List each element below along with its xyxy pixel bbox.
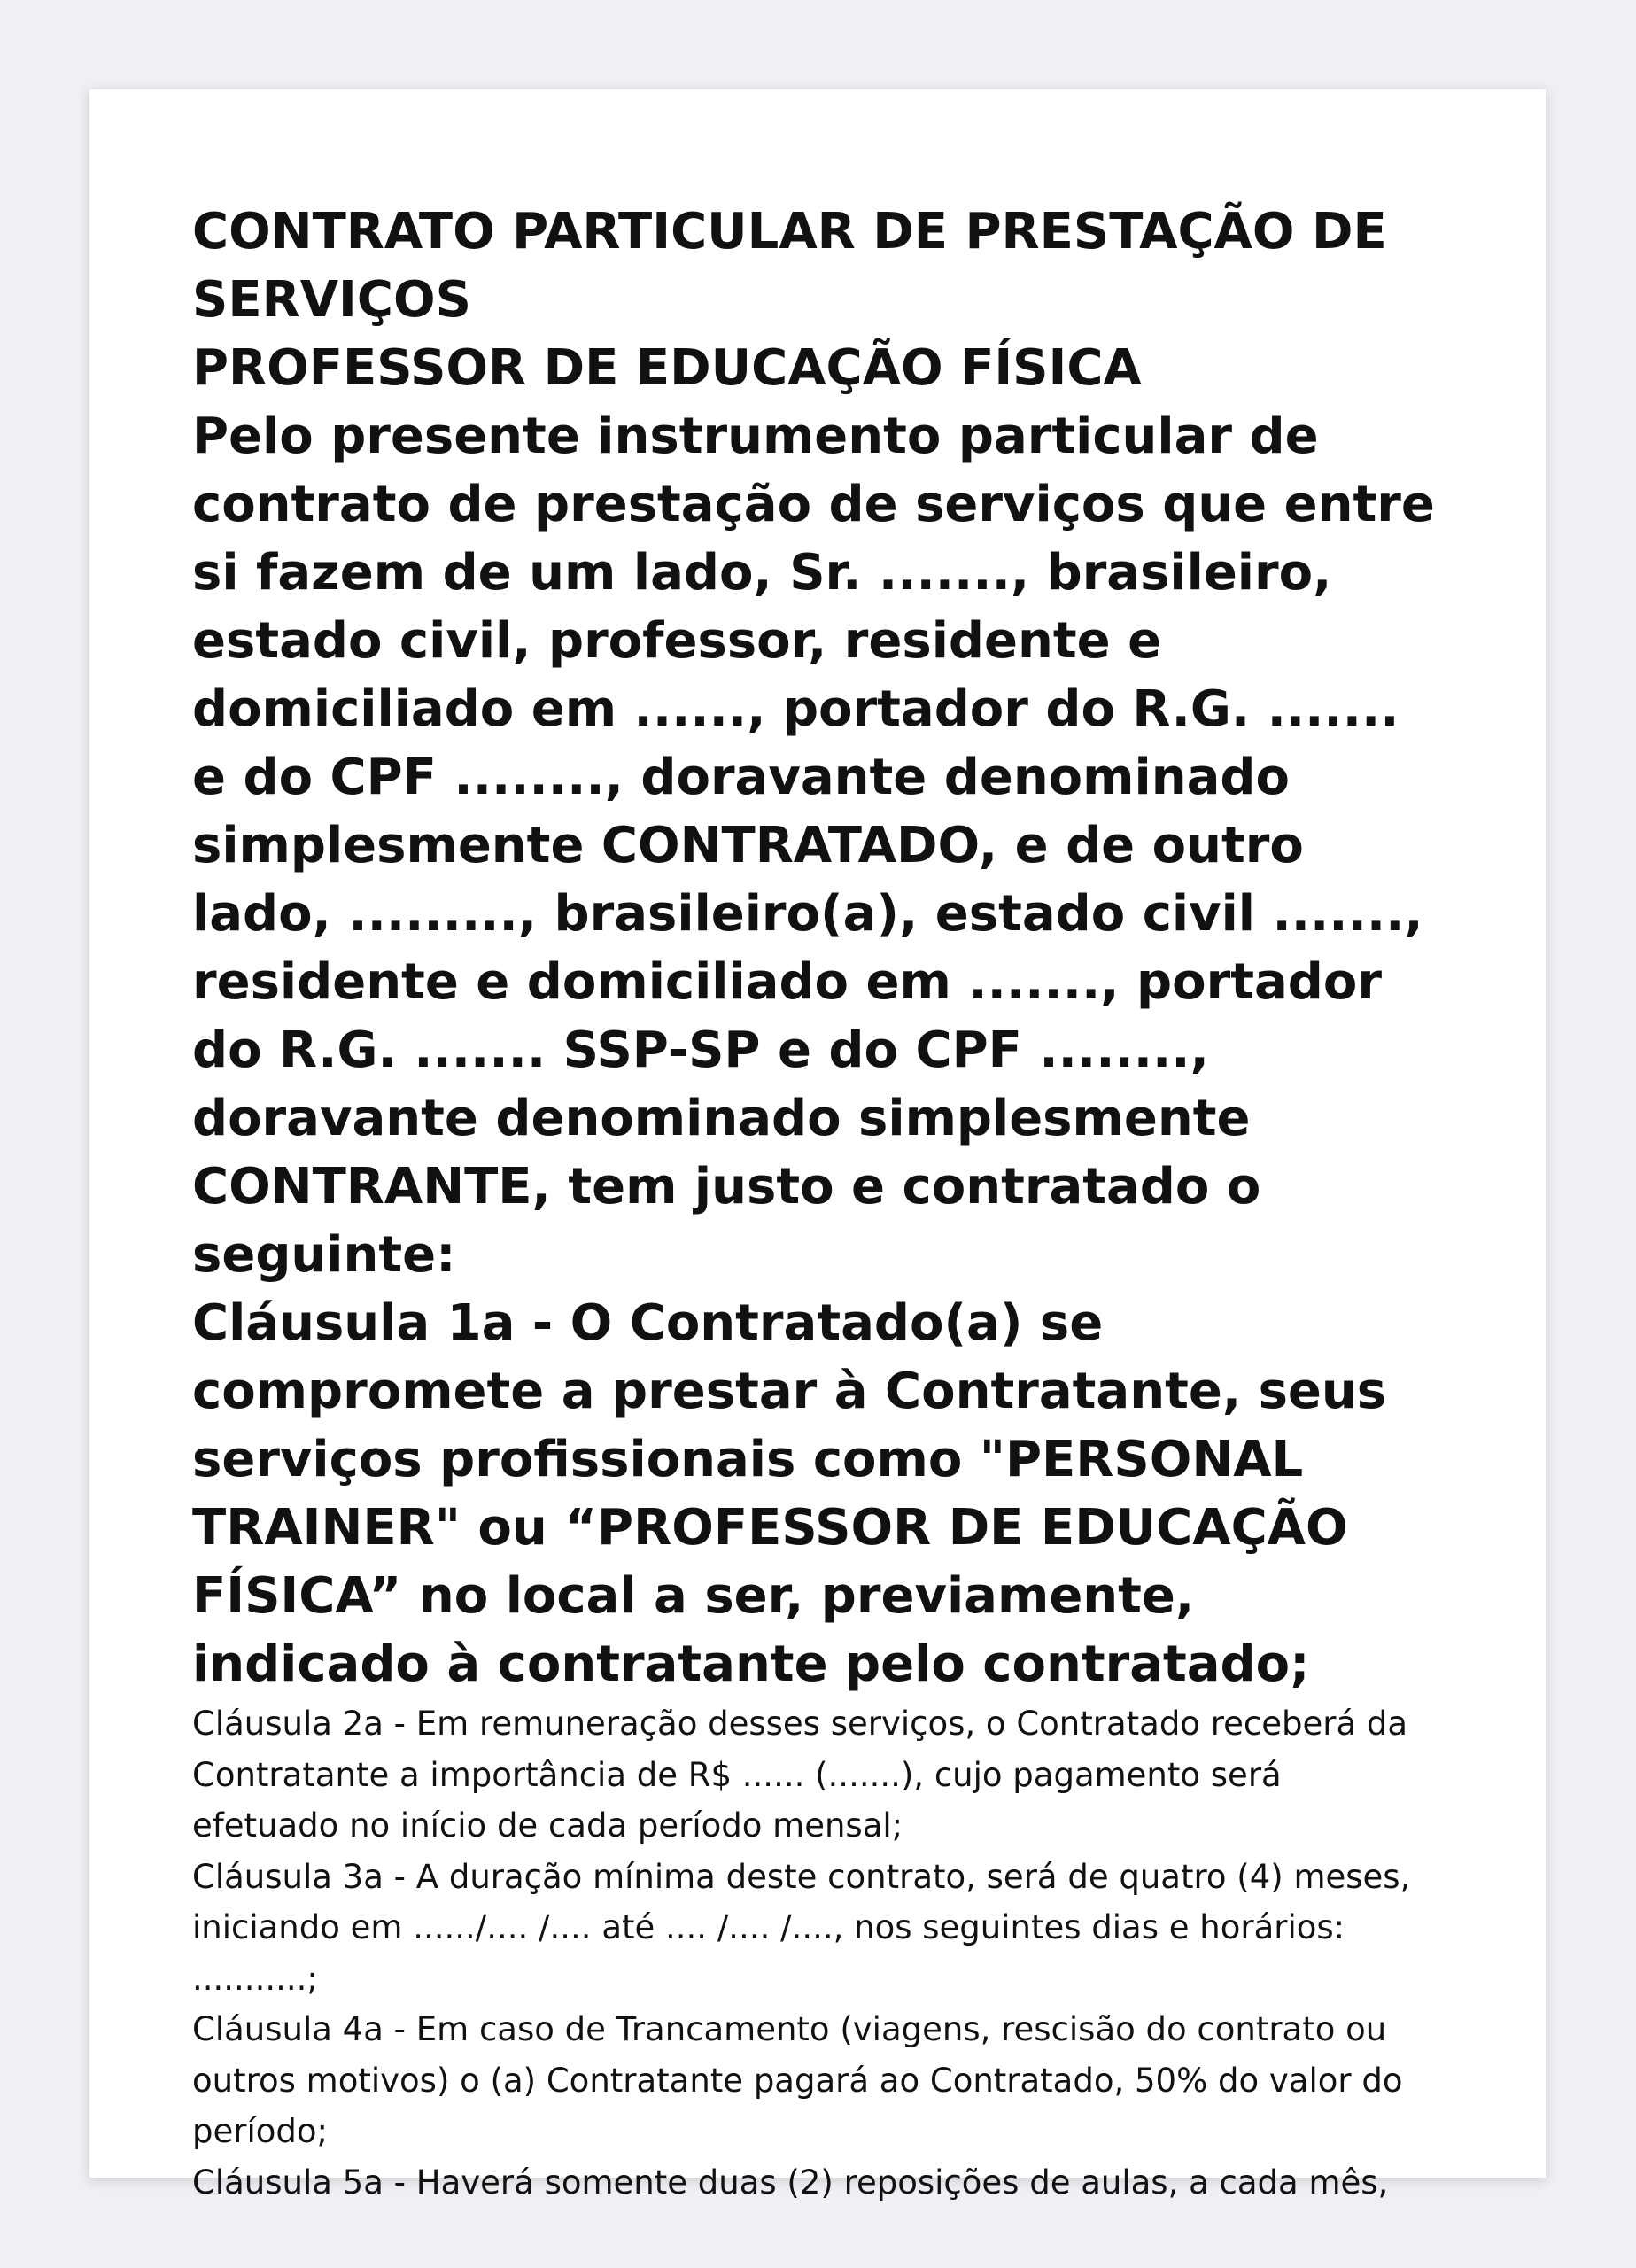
clause-3-line: iniciando em ....../.... /.... até .... /.... /...., nos seguintes dias e horários: [192,1908,1345,1946]
preamble-paragraph [192,402,1539,1289]
clause-2-line: efetuado no início de cada período mensal; [192,1806,903,1845]
document-page [89,89,1546,2202]
preamble-line: domiciliado em ......, portador do R.G. ....... [192,680,1400,738]
title-line: CONTRATO PARTICULAR DE PRESTAÇÃO DE [192,203,1387,260]
preamble-line: doravante denominado simplesmente [192,1090,1251,1147]
clause-1 [192,1289,1539,1698]
clause-3-line: Cláusula 3a - A duração mínima deste contrato, será de quatro (4) meses, [192,1857,1411,1896]
clause-4-line: Cláusula 4a - Em caso de Trancamento (viagens, rescisão do contrato ou [192,2010,1387,2048]
clause-5 [192,2157,1539,2209]
preamble-line: do R.G. ....... SSP-SP e do CPF ........, [192,1021,1209,1079]
clause-1-line: serviços profissionais como "PERSONAL [192,1431,1304,1488]
clause-2-line: Cláusula 2a - Em remuneração desses serviços, o Contratado receberá da [192,1705,1408,1743]
clause-1-line: TRAINER" ou “PROFESSOR DE EDUCAÇÃO [192,1499,1348,1557]
clause-3 [192,1852,1539,2005]
preamble-line: e do CPF ........, doravante denominado [192,749,1290,806]
preamble-line: residente e domiciliado em ......., portador [192,953,1382,1011]
clause-5-line: Cláusula 5a - Haverá somente duas (2) reposições de aulas, a cada mês, [192,2163,1389,2202]
preamble-line: CONTRANTE, tem justo e contratado o [192,1158,1261,1216]
preamble-line: contrato de prestação de serviços que entre [192,476,1435,533]
preamble-line: simplesmente CONTRATADO, e de outro [192,817,1304,874]
preamble-line: seguinte: [192,1226,456,1284]
clause-1-line: compromete a prestar à Contratante, seus [192,1363,1387,1420]
clause-4-line: período; [192,2112,328,2150]
clause-2 [192,1698,1539,1852]
clause-1-line: FÍSICA” no local a ser, previamente, [192,1567,1195,1625]
clause-1-line: Cláusula 1a - O Contratado(a) se [192,1294,1104,1352]
preamble-line: lado, ........., brasileiro(a), estado civil ......., [192,885,1423,943]
title-line: PROFESSOR DE EDUCAÇÃO FÍSICA [192,339,1142,397]
clause-4 [192,2004,1539,2157]
clause-1-line: indicado à contratante pelo contratado; [192,1635,1310,1693]
preamble-line: si fazem de um lado, Sr. ......., brasileiro, [192,544,1332,602]
document-title [192,198,1539,402]
clause-3-line: ...........; [192,1959,318,1998]
document-body [192,198,1539,2208]
clause-2-line: Contratante a importância de R$ ...... (.......), cujo pagamento será [192,1755,1282,1794]
preamble-line: Pelo presente instrumento particular de [192,408,1319,465]
preamble-line: estado civil, professor, residente e [192,612,1162,670]
title-line: SERVIÇOS [192,271,471,329]
clause-4-line: outros motivos) o (a) Contratante pagará ao Contratado, 50% do valor do [192,2061,1403,2100]
